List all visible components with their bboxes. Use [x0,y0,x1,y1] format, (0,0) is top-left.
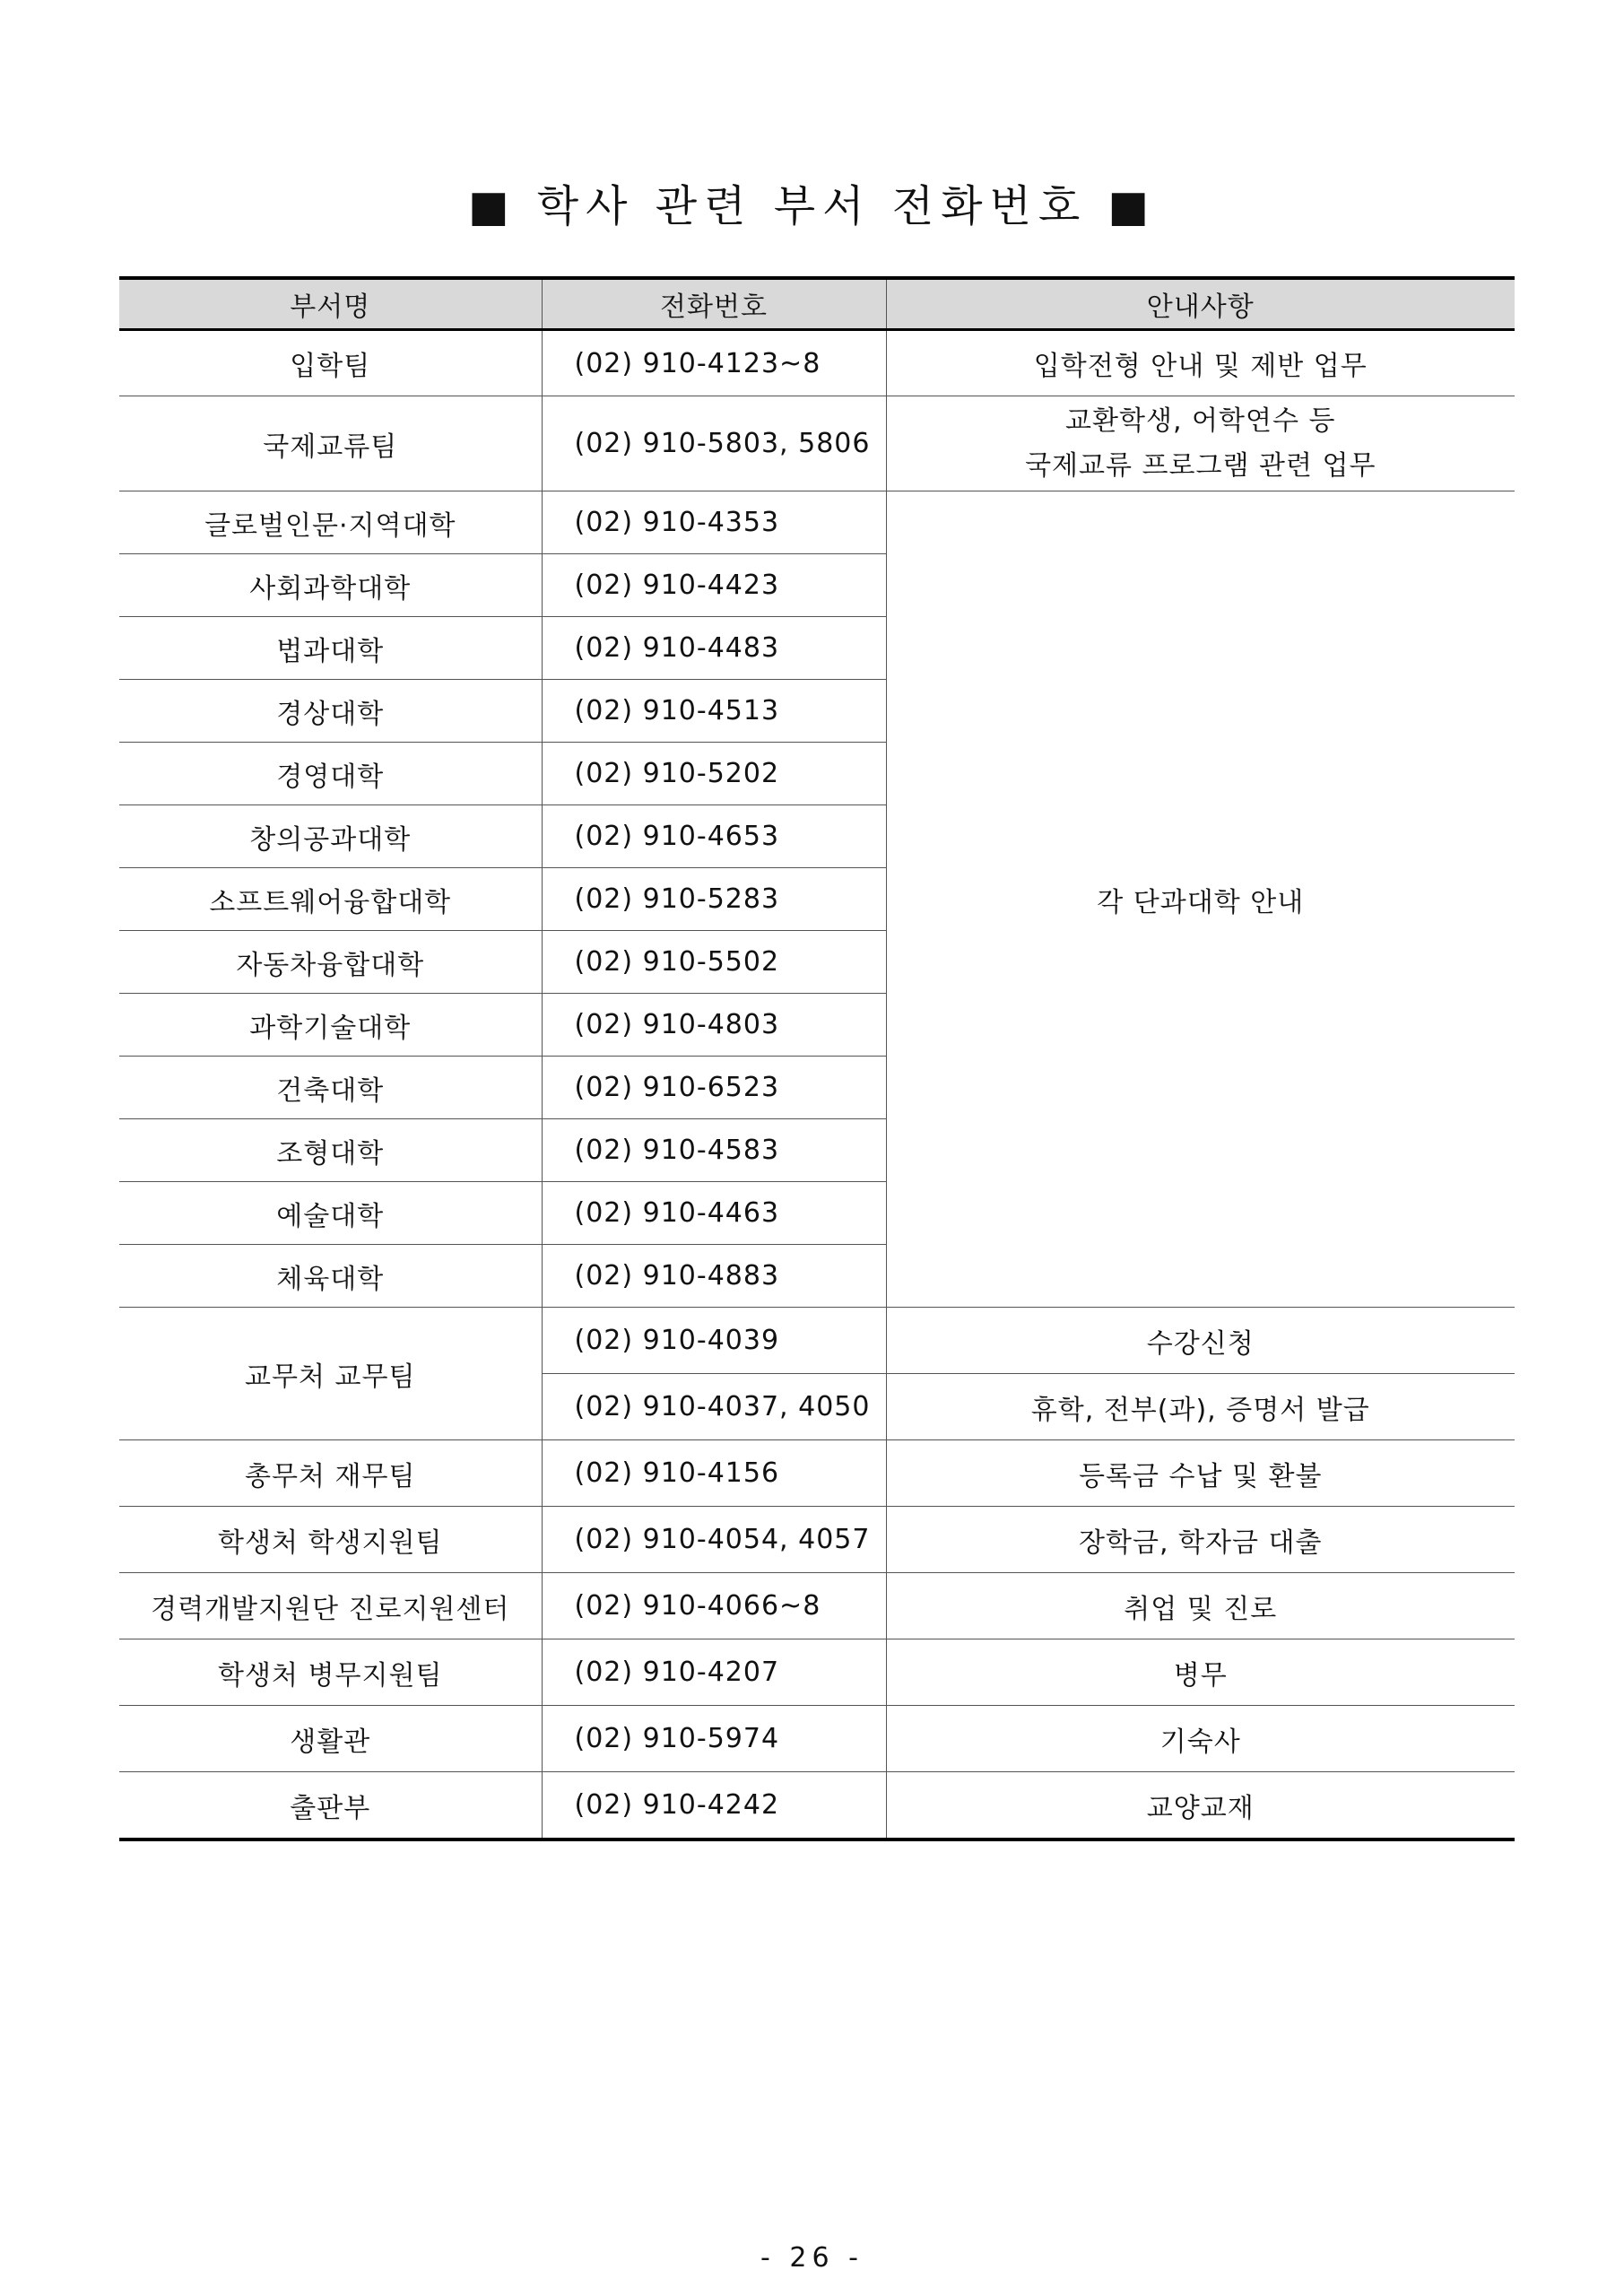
phone-cell: (02) 910-4653 [542,805,886,868]
department-cell: 글로벌인문·지역대학 [119,491,542,554]
note-cell: 휴학, 전부(과), 증명서 발급 [886,1374,1515,1440]
note-cell: 교양교재 [886,1772,1515,1840]
department-cell: 총무처 재무팀 [119,1440,542,1507]
phone-cell: (02) 910-4054, 4057 [542,1507,886,1573]
note-cell: 등록금 수납 및 환불 [886,1440,1515,1507]
department-cell: 출판부 [119,1772,542,1840]
note-cell: 취업 및 진로 [886,1573,1515,1639]
department-cell: 입학팀 [119,330,542,396]
phone-cell: (02) 910-4423 [542,554,886,617]
phone-cell: (02) 910-5974 [542,1706,886,1772]
table-row [119,491,1515,554]
department-cell: 교무처 교무팀 [119,1308,542,1440]
phone-cell: (02) 910-4123~8 [542,330,886,396]
note-cell: 입학전형 안내 및 제반 업무 [886,330,1515,396]
department-cell: 자동차융합대학 [119,931,542,994]
note-cell [886,396,1515,491]
phone-cell: (02) 910-4483 [542,617,886,680]
department-cell: 창의공과대학 [119,805,542,868]
note-cell: 병무 [886,1639,1515,1706]
phone-cell: (02) 910-4207 [542,1639,886,1706]
phone-cell: (02) 910-4066~8 [542,1573,886,1639]
department-cell: 경력개발지원단 진로지원센터 [119,1573,542,1639]
department-cell: 체육대학 [119,1245,542,1308]
phone-cell: (02) 910-4156 [542,1440,886,1507]
department-cell: 사회과학대학 [119,554,542,617]
note-cell: 기숙사 [886,1706,1515,1772]
table-row [119,1573,1515,1639]
department-cell: 예술대학 [119,1182,542,1245]
phone-cell: (02) 910-4039 [542,1308,886,1374]
table-header-row [119,278,1515,330]
table-row [119,330,1515,396]
page-number: - 26 - [760,2242,864,2274]
department-cell: 조형대학 [119,1119,542,1182]
note-cell: 장학금, 학자금 대출 [886,1507,1515,1573]
phone-cell: (02) 910-4353 [542,491,886,554]
phone-cell: (02) 910-5803, 5806 [542,396,886,491]
header-phone: 전화번호 [542,278,886,330]
department-cell: 경영대학 [119,743,542,805]
department-cell: 국제교류팀 [119,396,542,491]
department-cell: 과학기술대학 [119,994,542,1057]
table-row [119,1507,1515,1573]
department-cell: 건축대학 [119,1057,542,1119]
phone-cell: (02) 910-4583 [542,1119,886,1182]
table-row [119,1639,1515,1706]
department-cell: 학생처 병무지원팀 [119,1639,542,1706]
department-phone-table [119,276,1515,1841]
table-row [119,1440,1515,1507]
department-cell: 생활관 [119,1706,542,1772]
phone-cell: (02) 910-6523 [542,1057,886,1119]
table-row [119,1706,1515,1772]
phone-cell: (02) 910-4242 [542,1772,886,1840]
phone-cell: (02) 910-4513 [542,680,886,743]
phone-cell: (02) 910-4803 [542,994,886,1057]
phone-cell: (02) 910-5502 [542,931,886,994]
department-cell: 학생처 학생지원팀 [119,1507,542,1573]
note-line: 국제교류 프로그램 관련 업무 [1025,449,1376,482]
phone-cell: (02) 910-4883 [542,1245,886,1308]
department-cell: 소프트웨어융합대학 [119,868,542,931]
phone-cell: (02) 910-5283 [542,868,886,931]
table-row [119,1308,1515,1374]
department-cell: 법과대학 [119,617,542,680]
phone-cell: (02) 910-4463 [542,1182,886,1245]
note-cell: 수강신청 [886,1308,1515,1374]
note-line: 교환학생, 어학연수 등 [1065,404,1336,437]
header-note: 안내사항 [886,278,1515,330]
colleges-note-cell: 각 단과대학 안내 [886,491,1515,1308]
header-department: 부서명 [119,278,542,330]
phone-cell: (02) 910-5202 [542,743,886,805]
table-row [119,396,1515,491]
department-cell: 경상대학 [119,680,542,743]
page-title: ■ 학사 관련 부서 전화번호 ■ [468,181,1156,231]
table-row [119,1772,1515,1840]
phone-cell: (02) 910-4037, 4050 [542,1374,886,1440]
